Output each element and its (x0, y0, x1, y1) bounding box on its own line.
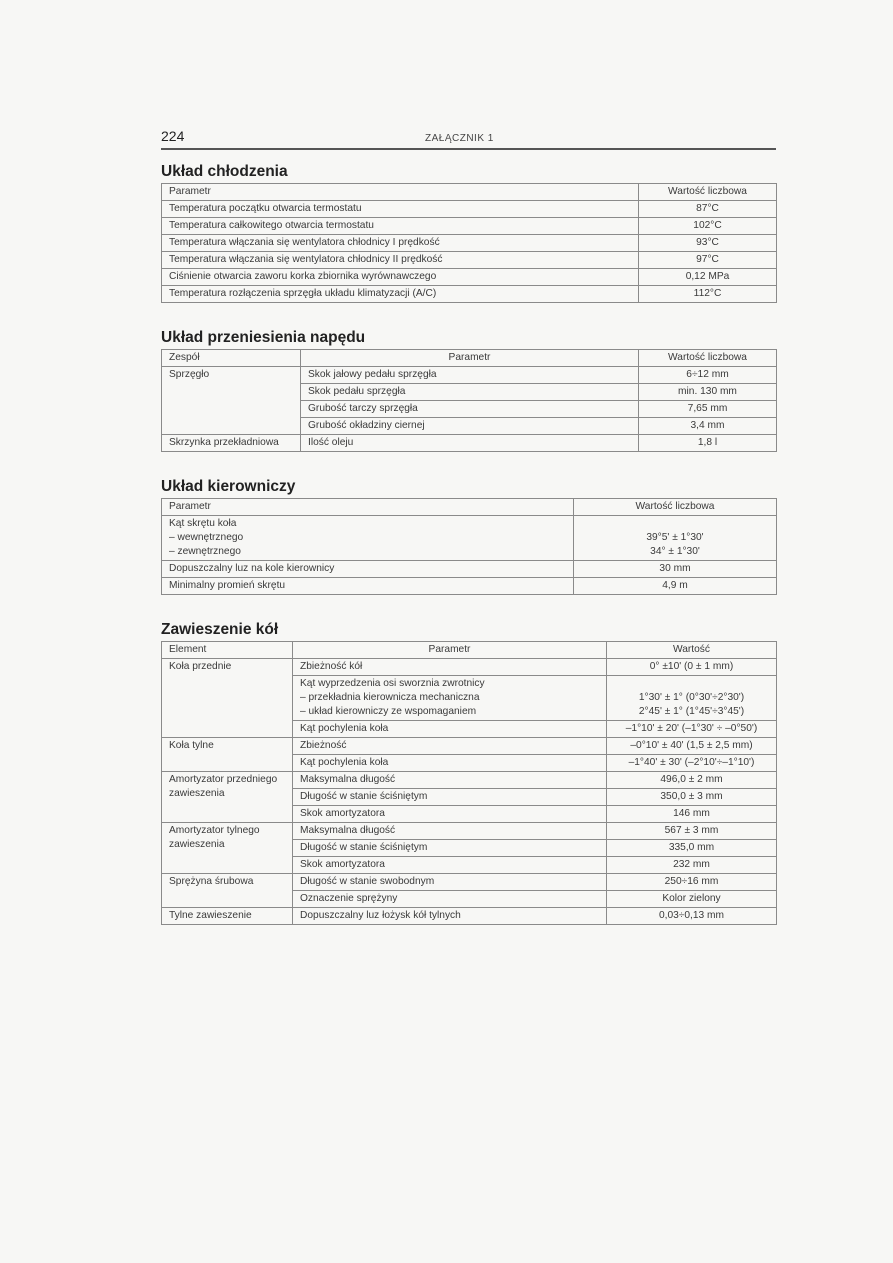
table-row (162, 578, 777, 595)
value-cell: min. 130 mm (639, 384, 777, 401)
col-header-unit: Zespół (162, 350, 301, 367)
value-cell: 1°30' ± 1° (0°30'÷2°30') 2°45' ± 1° (1°45'÷3°45') (607, 676, 777, 721)
col-header-element: Element (162, 642, 293, 659)
value-cell: 0,12 MPa (639, 269, 777, 286)
cooling-table (161, 183, 777, 303)
param-cell: Kąt wyprzedzenia osi sworznia zwrotnicy – przekładnia kierownicza mechaniczna – układ kierowniczy ze wspomaganiem (293, 676, 607, 721)
param-cell: Ilość oleju (301, 435, 639, 452)
value-cell: 6÷12 mm (639, 367, 777, 384)
table-row (162, 874, 777, 891)
col-header-value: Wartość liczbowa (639, 350, 777, 367)
param-cell: Grubość tarczy sprzęgła (301, 401, 639, 418)
table-row (162, 908, 777, 925)
value-cell: 4,9 m (574, 578, 777, 595)
param-cell: Ciśnienie otwarcia zaworu korka zbiornika wyrównawczego (162, 269, 639, 286)
value-cell: 39°5' ± 1°30' 34° ± 1°30' (574, 516, 777, 561)
param-cell: Długość w stanie swobodnym (293, 874, 607, 891)
table-row (162, 738, 777, 755)
param-cell: Maksymalna długość (293, 823, 607, 840)
unit-cell: Sprzęgło (162, 367, 301, 435)
table-row (162, 561, 777, 578)
table-row (162, 218, 777, 235)
table-row (162, 772, 777, 789)
param-cell: Długość w stanie ściśniętym (293, 789, 607, 806)
value-cell: 112°C (639, 286, 777, 303)
value-cell: 3,4 mm (639, 418, 777, 435)
value-cell: 232 mm (607, 857, 777, 874)
unit-cell: Skrzynka przekładniowa (162, 435, 301, 452)
element-cell: Amortyzator tylnego zawieszenia (162, 823, 293, 874)
value-cell: 335,0 mm (607, 840, 777, 857)
table-row (162, 235, 777, 252)
table-row (162, 269, 777, 286)
document-page (161, 128, 776, 925)
suspension-table (161, 641, 777, 925)
value-cell: –1°10' ± 20' (–1°30' ÷ –0°50') (607, 721, 777, 738)
element-cell: Koła tylne (162, 738, 293, 772)
value-cell: 7,65 mm (639, 401, 777, 418)
table-row (162, 286, 777, 303)
value-cell: 1,8 l (639, 435, 777, 452)
col-header-param: Parametr (293, 642, 607, 659)
value-cell: 102°C (639, 218, 777, 235)
table-row (162, 252, 777, 269)
param-cell: Minimalny promień skrętu (162, 578, 574, 595)
param-cell: Skok amortyzatora (293, 806, 607, 823)
section-title-drivetrain: Układ przeniesienia napędu (161, 329, 366, 346)
page-number: 224 (161, 128, 185, 144)
section-title-cooling: Układ chłodzenia (161, 163, 288, 180)
element-cell: Sprężyna śrubowa (162, 874, 293, 908)
param-cell: Temperatura rozłączenia sprzęgła układu klimatyzacji (A/C) (162, 286, 639, 303)
param-cell: Dopuszczalny luz łożysk kół tylnych (293, 908, 607, 925)
section-title-suspension: Zawieszenie kół (161, 621, 279, 638)
value-cell: 567 ± 3 mm (607, 823, 777, 840)
value-cell: 87°C (639, 201, 777, 218)
col-header-param: Parametr (162, 499, 574, 516)
table-row (162, 516, 777, 561)
param-cell: Temperatura włączania się wentylatora chłodnicy II prędkość (162, 252, 639, 269)
table-row (162, 659, 777, 676)
running-head: ZAŁĄCZNIK 1 (425, 133, 494, 144)
param-cell: Zbieżność kół (293, 659, 607, 676)
value-cell: 0,03÷0,13 mm (607, 908, 777, 925)
section-title-steering: Układ kierowniczy (161, 478, 296, 495)
param-cell: Grubość okładziny ciernej (301, 418, 639, 435)
param-cell: Skok pedału sprzęgła (301, 384, 639, 401)
table-header-row (162, 184, 777, 201)
param-cell: Temperatura całkowitego otwarcia termostatu (162, 218, 639, 235)
value-cell: 250÷16 mm (607, 874, 777, 891)
param-cell: Kąt pochylenia koła (293, 755, 607, 772)
value-cell: –0°10' ± 40' (1,5 ± 2,5 mm) (607, 738, 777, 755)
table-row (162, 201, 777, 218)
table-row (162, 823, 777, 840)
value-cell: Kolor zielony (607, 891, 777, 908)
col-header-param: Parametr (301, 350, 639, 367)
value-cell: 146 mm (607, 806, 777, 823)
param-cell: Skok jałowy pedału sprzęgła (301, 367, 639, 384)
page-header (161, 128, 776, 150)
col-header-value: Wartość (607, 642, 777, 659)
value-cell: 350,0 ± 3 mm (607, 789, 777, 806)
table-header-row (162, 499, 777, 516)
param-cell: Temperatura początku otwarcia termostatu (162, 201, 639, 218)
param-cell: Temperatura włączania się wentylatora chłodnicy I prędkość (162, 235, 639, 252)
value-cell: 93°C (639, 235, 777, 252)
value-cell: 0° ±10' (0 ± 1 mm) (607, 659, 777, 676)
param-cell: Dopuszczalny luz na kole kierownicy (162, 561, 574, 578)
table-header-row (162, 642, 777, 659)
param-cell: Oznaczenie sprężyny (293, 891, 607, 908)
param-cell: Kąt skrętu koła – wewnętrznego – zewnętrznego (162, 516, 574, 561)
drivetrain-table (161, 349, 777, 452)
steering-table (161, 498, 777, 595)
table-row (162, 367, 777, 384)
col-header-value: Wartość liczbowa (574, 499, 777, 516)
value-cell: 30 mm (574, 561, 777, 578)
param-cell: Skok amortyzatora (293, 857, 607, 874)
element-cell: Koła przednie (162, 659, 293, 738)
element-cell: Amortyzator przedniego zawieszenia (162, 772, 293, 823)
param-cell: Długość w stanie ściśniętym (293, 840, 607, 857)
param-cell: Kąt pochylenia koła (293, 721, 607, 738)
value-cell: 496,0 ± 2 mm (607, 772, 777, 789)
table-row (162, 435, 777, 452)
table-header-row (162, 350, 777, 367)
param-cell: Maksymalna długość (293, 772, 607, 789)
col-header-value: Wartość liczbowa (639, 184, 777, 201)
value-cell: –1°40' ± 30' (–2°10'÷–1°10') (607, 755, 777, 772)
value-cell: 97°C (639, 252, 777, 269)
col-header-param: Parametr (162, 184, 639, 201)
element-cell: Tylne zawieszenie (162, 908, 293, 925)
param-cell: Zbieżność (293, 738, 607, 755)
